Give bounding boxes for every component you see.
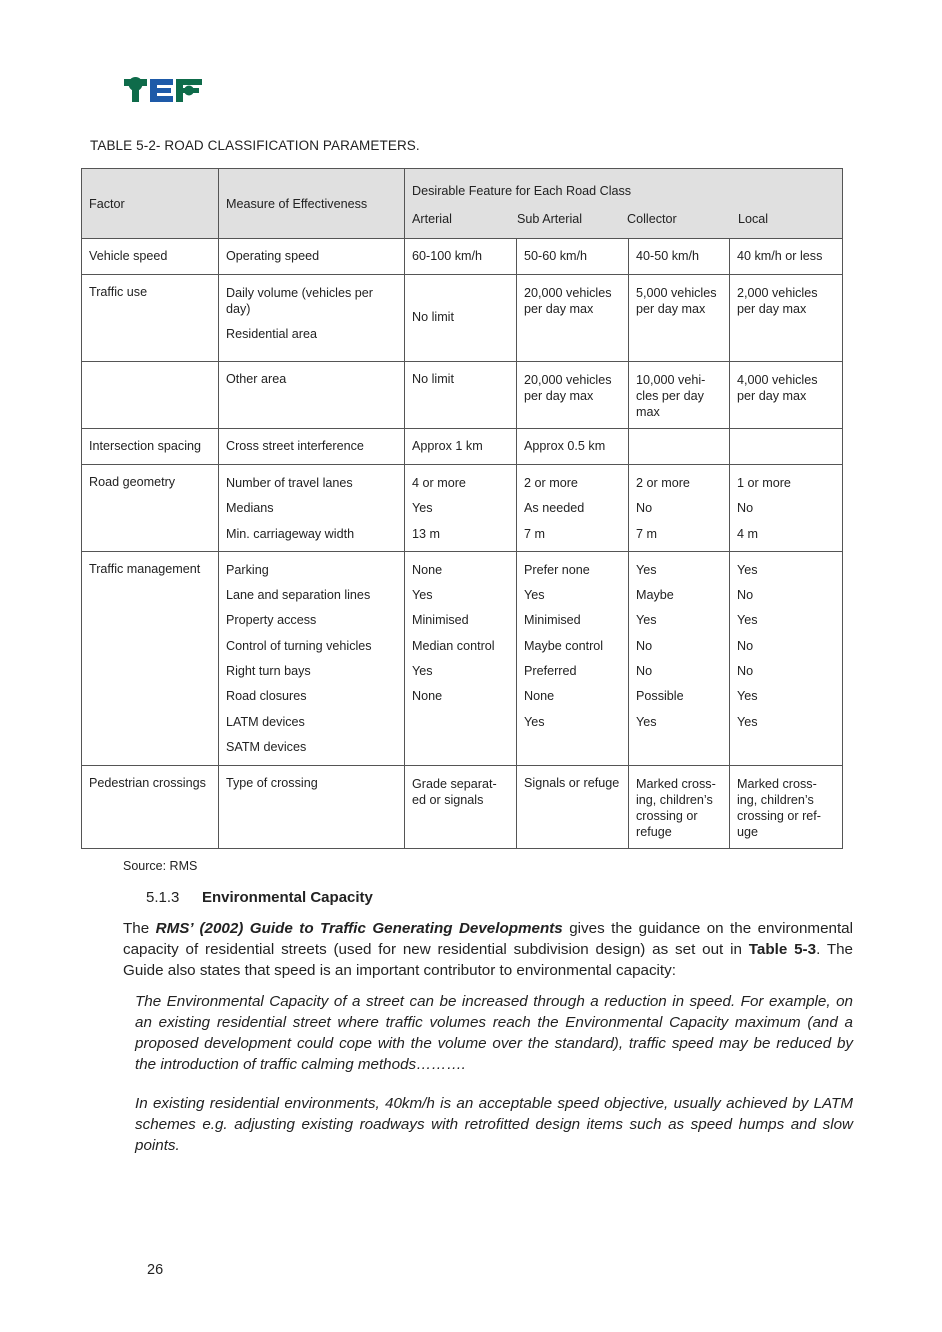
section-heading	[146, 889, 373, 906]
cell-arterial: Approx 1 km	[405, 429, 517, 465]
header-measure: Measure of Effectiveness	[219, 169, 405, 239]
cell-line: Marked cross-	[636, 776, 716, 791]
cell-line: Marked cross-	[737, 776, 817, 791]
cell-local	[730, 465, 843, 552]
header-local: Local	[738, 211, 769, 226]
cell-line: Right turn bays	[226, 664, 311, 679]
cell-line: Yes	[737, 714, 758, 729]
cell-line: Control of turning vehicles	[226, 638, 372, 653]
cell-arterial: 60-100 km/h	[405, 239, 517, 275]
cell-line: As needed	[524, 501, 585, 516]
cell-line: Parking	[226, 562, 269, 577]
company-logo	[123, 76, 203, 104]
cell-line: per day max	[524, 302, 594, 316]
cell-line: per day max	[636, 302, 706, 316]
cell-factor: Intersection spacing	[82, 429, 219, 465]
cell-line: Medians	[226, 501, 274, 516]
cell-collector	[629, 429, 730, 465]
cell-collector	[629, 465, 730, 552]
cell-line: 2,000 vehicles	[737, 286, 818, 300]
cell-line: ed or signals	[412, 792, 484, 807]
cell-line: No	[737, 638, 754, 653]
cell-arterial	[405, 765, 517, 848]
intro-text: gives the guidance on the environmental capacity of residential streets (used for new residential subdivision design) as set out in	[123, 920, 854, 958]
cell-factor: Pedestrian crossings	[82, 765, 219, 848]
cell-local	[730, 275, 843, 362]
cell-local	[730, 362, 843, 429]
cell-line: Yes	[636, 562, 657, 577]
cell-factor: Traffic use	[82, 275, 219, 362]
cell-line: 4 m	[737, 526, 758, 541]
road-classification-table	[81, 168, 843, 849]
cell-line: Maybe control	[524, 638, 604, 653]
cell-line: None	[524, 689, 555, 704]
cell-line: max	[636, 405, 660, 419]
intro-text: . The Guide also states that speed is an important contributor to environmental capacity:	[123, 941, 854, 979]
cell-line: 2 or more	[524, 476, 578, 490]
cell-line: Yes	[737, 689, 758, 704]
cell-sub-arterial: Approx 0.5 km	[517, 429, 629, 465]
cell-line: cles per day	[636, 389, 704, 403]
cell-line: crossing or	[636, 808, 698, 823]
page-number: 26	[147, 1262, 164, 1278]
cell-local: 40 km/h or less	[730, 239, 843, 275]
cell-line: 4 or more	[412, 476, 466, 490]
cell-line: LATM devices	[226, 714, 305, 729]
cell-local	[730, 765, 843, 848]
cell-line: Yes	[737, 562, 758, 577]
cell-line: 7 m	[524, 526, 545, 541]
cell-local	[730, 429, 843, 465]
cell-sub-arterial: Signals or refuge	[517, 765, 629, 848]
cell-arterial	[405, 551, 517, 765]
cell-line: 1 or more	[737, 476, 791, 490]
cell-line: Yes	[524, 588, 545, 603]
cell-line: Yes	[737, 613, 758, 628]
header-arterial: Arterial	[412, 211, 452, 226]
cell-line: Yes	[412, 501, 433, 516]
cell-line: crossing or ref-	[737, 808, 821, 823]
cell-line: No	[636, 501, 653, 516]
cell-line: Road closures	[226, 689, 307, 704]
cell-line: ing, children’s	[737, 792, 814, 807]
cell-line: Yes	[636, 714, 657, 729]
cell-line: No	[636, 638, 653, 653]
cell-arterial: No limit	[405, 362, 517, 429]
cell-line: Yes	[412, 588, 433, 603]
cell-line: Yes	[412, 664, 433, 679]
cell-line: None	[412, 689, 443, 704]
cell-line: Number of travel lanes	[226, 476, 353, 490]
cell-collector: 40-50 km/h	[629, 239, 730, 275]
cell-measure	[219, 465, 405, 552]
section-title: Environmental Capacity	[202, 889, 373, 906]
cell-sub-arterial	[517, 465, 629, 552]
table-row	[82, 551, 843, 765]
guide-reference: RMS’ (2002) Guide to Traffic Generating Developments	[155, 920, 563, 937]
cell-line: Residential area	[226, 327, 318, 341]
cell-line: Maybe	[636, 588, 674, 603]
cell-line: Grade separat-	[412, 776, 497, 791]
cell-line: SATM devices	[226, 739, 307, 754]
header-collector: Collector	[627, 211, 677, 226]
cell-line: No	[737, 664, 754, 679]
cell-factor: Traffic management	[82, 551, 219, 765]
intro-text: The	[123, 920, 156, 937]
quote-paragraph: In existing residential environments, 40km/h is an acceptable speed objective, usually achieved by LATM schemes e.g. adjusting existing roadways with retrofitted design items such as speed humps and slow points.	[135, 1095, 853, 1154]
header-group-label: Desirable Feature for Each Road Class	[412, 183, 632, 198]
cell-line: No	[737, 501, 754, 516]
intro-paragraph	[123, 918, 853, 981]
cell-line: ing, children’s	[636, 792, 713, 807]
table-caption: TABLE 5-2- ROAD CLASSIFICATION PARAMETERS.	[90, 138, 420, 153]
cell-factor: Road geometry	[82, 465, 219, 552]
cell-collector	[629, 765, 730, 848]
table-row	[82, 429, 843, 465]
cell-measure: Operating speed	[219, 239, 405, 275]
cell-line: Property access	[226, 613, 317, 628]
cell-collector	[629, 551, 730, 765]
cell-line: Preferred	[524, 664, 577, 679]
table-reference: Table 5-3	[748, 941, 817, 958]
header-road-classes	[412, 212, 835, 226]
header-desirable-feature	[405, 169, 843, 239]
cell-line: 5,000 vehicles	[636, 286, 717, 300]
cell-line: Minimised	[524, 613, 581, 628]
table-row	[82, 465, 843, 552]
cell-line: Possible	[636, 689, 684, 704]
cell-factor	[82, 362, 219, 429]
header-sub-arterial: Sub Arterial	[517, 211, 583, 226]
cell-line: per day max	[524, 389, 594, 403]
cell-arterial	[405, 465, 517, 552]
cell-sub-arterial	[517, 275, 629, 362]
cell-collector	[629, 362, 730, 429]
cell-line: Prefer none	[524, 562, 590, 577]
cell-line: Daily volume (vehicles per	[226, 286, 373, 300]
cell-line: 20,000 vehicles	[524, 286, 612, 300]
cell-local	[730, 551, 843, 765]
cell-line: 2 or more	[636, 476, 690, 490]
quote-paragraph: The Environmental Capacity of a street can be increased through a reduction in speed. For example, on an existing residential street where traffic volumes reach the Environmental Capacity maximum (and a proposed development could cope with the volume over the standard), traffic speed may be reduced by the introduction of traffic calming methods……….	[135, 993, 853, 1073]
cell-line: Median control	[412, 638, 495, 653]
cell-measure: Cross street interference	[219, 429, 405, 465]
cell-line: per day max	[737, 389, 807, 403]
cell-measure: Other area	[219, 362, 405, 429]
cell-line: No	[737, 588, 754, 603]
cell-line: 10,000 vehi-	[636, 373, 706, 387]
table-row	[82, 275, 843, 362]
cell-line: None	[412, 562, 443, 577]
cell-measure	[219, 551, 405, 765]
cell-sub-arterial	[517, 551, 629, 765]
table-row	[82, 765, 843, 848]
table-source: Source: RMS	[123, 859, 198, 873]
cell-line: day)	[226, 302, 251, 316]
section-number: 5.1.3	[146, 889, 180, 906]
cell-sub-arterial: 50-60 km/h	[517, 239, 629, 275]
cell-arterial: No limit	[405, 275, 517, 362]
cell-line: 7 m	[636, 526, 657, 541]
cell-line: uge	[737, 824, 759, 839]
header-factor: Factor	[82, 169, 219, 239]
cell-line: Min. carriageway width	[226, 526, 355, 541]
cell-line: per day max	[737, 302, 807, 316]
cell-factor: Vehicle speed	[82, 239, 219, 275]
cell-line: No	[636, 664, 653, 679]
cell-line: 13 m	[412, 526, 440, 541]
table-row	[82, 239, 843, 275]
cell-line: Minimised	[412, 613, 469, 628]
cell-line: 4,000 vehicles	[737, 373, 818, 387]
cell-line: refuge	[636, 824, 672, 839]
cell-line: Yes	[636, 613, 657, 628]
cell-measure	[219, 275, 405, 362]
cell-line: Lane and separation lines	[226, 588, 371, 603]
cell-measure: Type of crossing	[219, 765, 405, 848]
cell-collector	[629, 275, 730, 362]
cell-line: 20,000 vehicles	[524, 373, 612, 387]
cell-sub-arterial	[517, 362, 629, 429]
cell-line: Yes	[524, 714, 545, 729]
table-row	[82, 362, 843, 429]
